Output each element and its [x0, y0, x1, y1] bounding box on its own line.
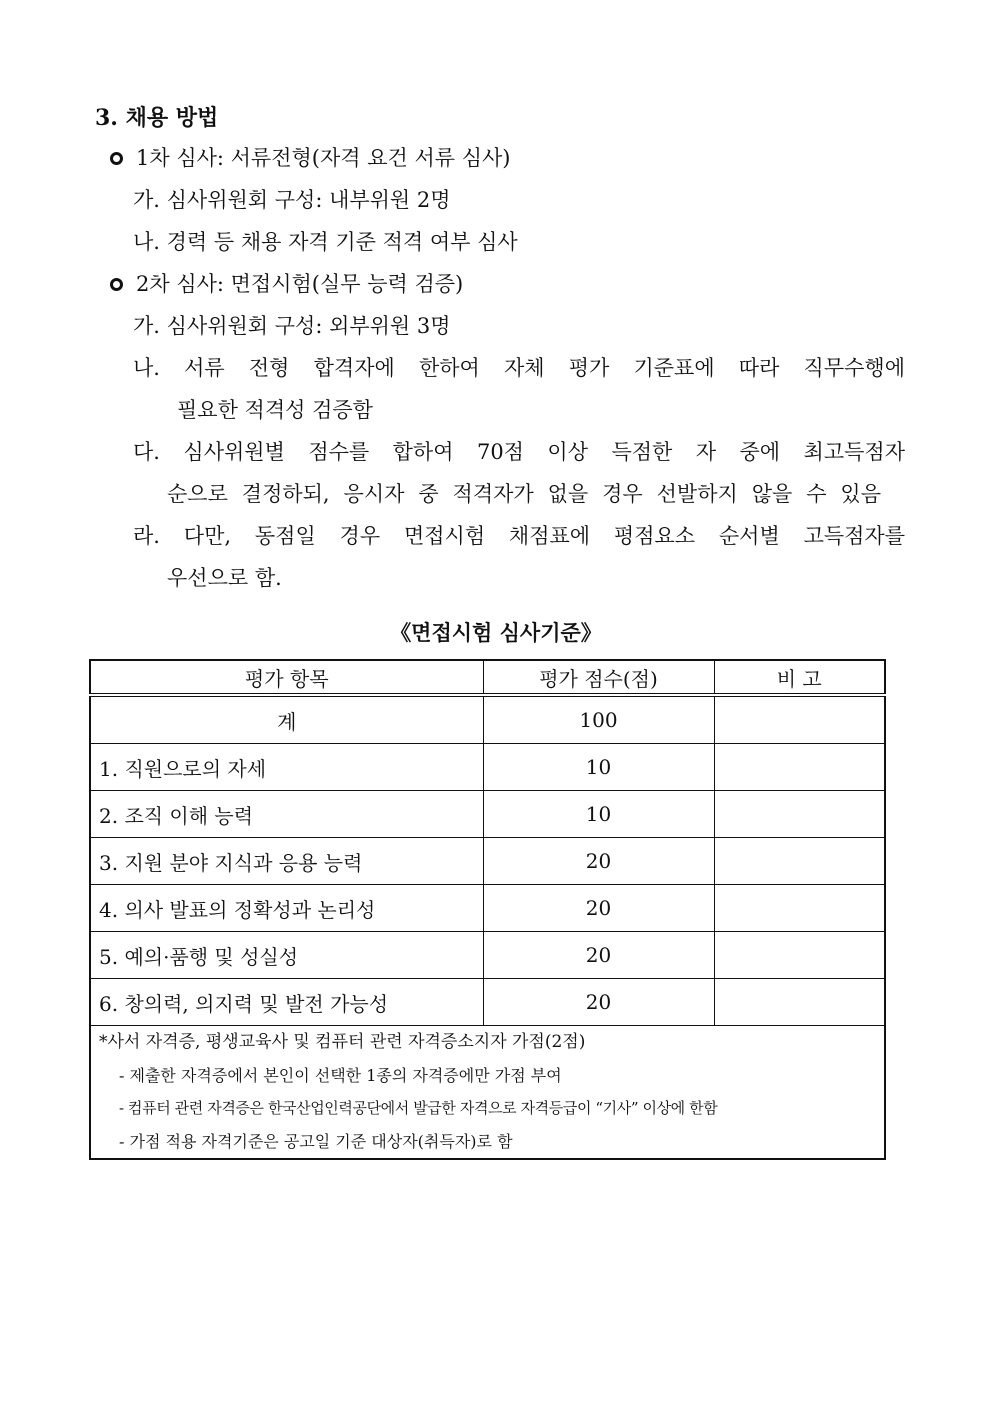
total-label: 계	[90, 695, 483, 744]
stage2-item-b-line2: 필요한 적격성 검증함	[177, 398, 373, 422]
note-main: *사서 자격증, 평생교육사 및 컴퓨터 관련 자격증소지자 가점(2점)	[99, 1032, 586, 1052]
stage2-item-d-line2: 우선으로 함.	[167, 566, 282, 590]
note-sub-3: - 가점 적용 자격기준은 공고일 기준 대상자(취득자)로 함	[119, 1132, 513, 1151]
stage2-item-b-line1: 나. 서류 전형 합격자에 한하여 자체 평가 기준표에 따라 직무수행에	[133, 356, 905, 380]
table-title: 《면접시험 심사기준》	[390, 620, 602, 645]
stage1-item-a: 가. 심사위원회 구성: 내부위원 2명	[133, 188, 451, 212]
note-sub-1: - 제출한 자격증에서 본인이 선택한 1종의 자격증에만 가점 부여	[119, 1066, 562, 1085]
table-row-total	[90, 695, 885, 744]
section-title: 3. 채용 방법	[95, 105, 219, 131]
table-row	[90, 744, 885, 791]
table-notes-row	[90, 1026, 885, 1160]
table-row	[90, 979, 885, 1026]
stage2-item-a: 가. 심사위원회 구성: 외부위원 3명	[133, 314, 451, 338]
table-row	[90, 885, 885, 932]
total-score: 100	[483, 695, 714, 744]
circle-bullet-icon	[110, 152, 123, 165]
header-score: 평가 점수(점)	[483, 660, 714, 695]
row-item: 3. 지원 분야 지식과 응용 능력	[90, 838, 483, 885]
stage2-heading	[110, 270, 463, 298]
row-item: 1. 직원으로의 자세	[90, 744, 483, 791]
header-item: 평가 항목	[90, 660, 483, 695]
stage1-heading	[110, 144, 511, 172]
row-note	[714, 791, 885, 838]
notes-cell	[90, 1026, 885, 1160]
row-score: 10	[483, 791, 714, 838]
stage1-title: 1차 심사: 서류전형(자격 요건 서류 심사)	[136, 146, 511, 170]
row-item: 6. 창의력, 의지력 및 발전 가능성	[90, 979, 483, 1026]
row-score: 10	[483, 744, 714, 791]
stage2-item-d-line1: 라. 다만, 동점일 경우 면접시험 채점표에 평점요소 순서별 고득점자를	[133, 524, 905, 548]
row-score: 20	[483, 979, 714, 1026]
header-note: 비 고	[714, 660, 885, 695]
row-item: 2. 조직 이해 능력	[90, 791, 483, 838]
row-note	[714, 744, 885, 791]
row-note	[714, 838, 885, 885]
row-score: 20	[483, 885, 714, 932]
circle-bullet-icon	[110, 278, 123, 291]
stage2-item-c-line2: 순으로 결정하되, 응시자 중 적격자가 없을 경우 선발하지 않을 수 있음	[167, 482, 881, 506]
row-note	[714, 932, 885, 979]
total-note	[714, 695, 885, 744]
stage1-item-b: 나. 경력 등 채용 자격 기준 적격 여부 심사	[133, 230, 518, 254]
table-row	[90, 838, 885, 885]
table-header-row	[90, 660, 885, 695]
row-score: 20	[483, 932, 714, 979]
row-item: 4. 의사 발표의 정확성과 논리성	[90, 885, 483, 932]
row-note	[714, 885, 885, 932]
stage2-title: 2차 심사: 면접시험(실무 능력 검증)	[136, 272, 464, 296]
table-row	[90, 791, 885, 838]
row-note	[714, 979, 885, 1026]
stage2-item-c-line1: 다. 심사위원별 점수를 합하여 70점 이상 득점한 자 중에 최고득점자	[133, 440, 905, 464]
criteria-table	[89, 659, 886, 1160]
note-sub-2: - 컴퓨터 관련 자격증은 한국산업인력공단에서 발급한 자격으로 자격등급이 “기사” 이상에 한함	[119, 1099, 718, 1117]
table-row	[90, 932, 885, 979]
row-item: 5. 예의·품행 및 성실성	[90, 932, 483, 979]
row-score: 20	[483, 838, 714, 885]
